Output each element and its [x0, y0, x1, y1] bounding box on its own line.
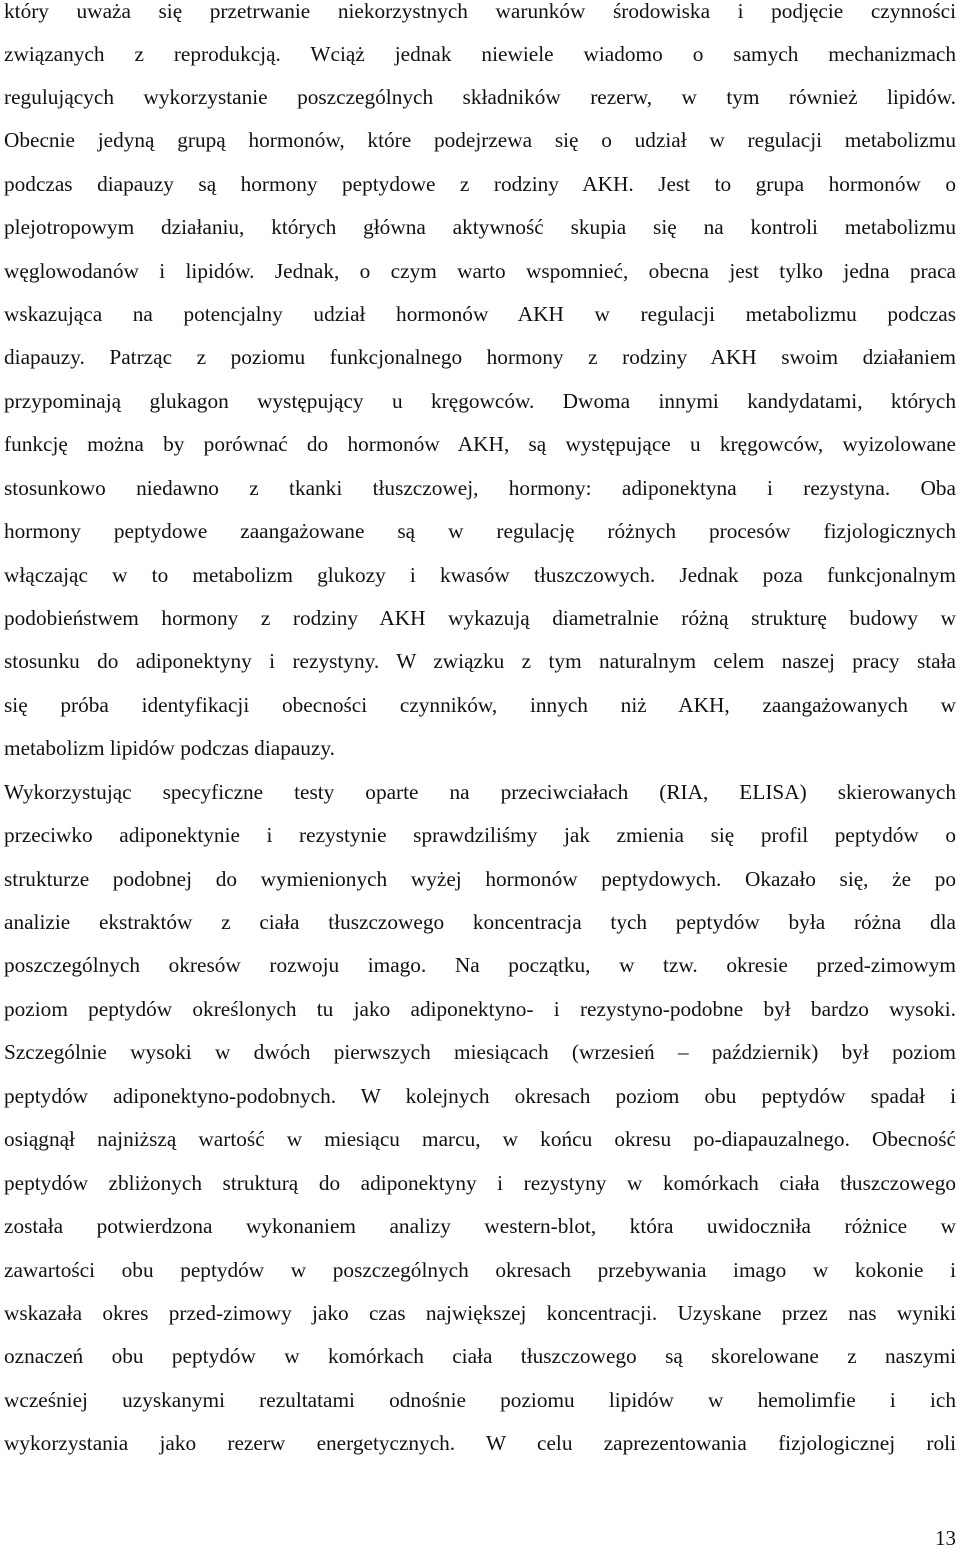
text-line: który uważa się przetrwanie niekorzystnych warunków środowiska i podjęcie czynności — [4, 0, 956, 23]
text-line: przeciwko adiponektynie i rezystynie sprawdziliśmy jak zmienia się profil peptydów o — [4, 823, 956, 847]
text-line: Wykorzystując specyficzne testy oparte na przeciwciałach (RIA, ELISA) skierowanych — [4, 780, 956, 804]
text-line: węglowodanów i lipidów. Jednak, o czym warto wspomnieć, obecna jest tylko jedna praca — [4, 259, 956, 283]
text-line: osiągnął najniższą wartość w miesiącu marcu, w końcu okresu po-diapauzalnego. Obecność — [4, 1127, 956, 1151]
text-line: peptydów adiponektyno-podobnych. W kolejnych okresach poziom obu peptydów spadał i — [4, 1084, 956, 1108]
text-line: analizie ekstraktów z ciała tłuszczowego koncentracja tych peptydów była różna dla — [4, 910, 956, 934]
text-line: funkcję można by porównać do hormonów AKH, są występujące u kręgowców, wyizolowane — [4, 432, 956, 456]
text-line: peptydów zbliżonych strukturą do adiponektyny i rezystyny w komórkach ciała tłuszczowego — [4, 1171, 956, 1195]
text-line: metabolizm lipidów podczas diapauzy. — [4, 736, 335, 760]
text-line: Szczególnie wysoki w dwóch pierwszych miesiącach (wrzesień – październik) był poziom — [4, 1040, 956, 1064]
text-line: strukturze podobnej do wymienionych wyżej hormonów peptydowych. Okazało się, że po — [4, 867, 956, 891]
text-line: stosunkowo niedawno z tkanki tłuszczowej, hormony: adiponektyna i rezystyna. Oba — [4, 476, 956, 500]
text-line: stosunku do adiponektyny i rezystyny. W związku z tym naturalnym celem naszej pracy stała — [4, 649, 956, 673]
text-line: wcześniej uzyskanymi rezultatami odnośnie poziomu lipidów w hemolimfie i ich — [4, 1388, 956, 1412]
text-line: poszczególnych okresów rozwoju imago. Na początku, w tzw. okresie przed-zimowym — [4, 953, 956, 977]
text-line: wskazała okres przed-zimowy jako czas największej koncentracji. Uzyskane przez nas wyniki — [4, 1301, 956, 1325]
text-line: przypominają glukagon występujący u kręgowców. Dwoma innymi kandydatami, których — [4, 389, 956, 413]
text-line: związanych z reprodukcją. Wciąż jednak niewiele wiadomo o samych mechanizmach — [4, 42, 956, 66]
text-line: włączając w to metabolizm glukozy i kwasów tłuszczowych. Jednak poza funkcjonalnym — [4, 563, 956, 587]
text-line: zawartości obu peptydów w poszczególnych okresach przebywania imago w kokonie i — [4, 1258, 956, 1282]
page-number: 13 — [935, 1526, 956, 1550]
text-line: Obecnie jedyną grupą hormonów, które podejrzewa się o udział w regulacji metabolizmu — [4, 128, 956, 152]
text-line: wykorzystania jako rezerw energetycznych. W celu zaprezentowania fizjologicznej roli — [4, 1431, 956, 1455]
text-line: się próba identyfikacji obecności czynników, innych niż AKH, zaangażowanych w — [4, 693, 956, 717]
text-line: wskazująca na potencjalny udział hormonów AKH w regulacji metabolizmu podczas — [4, 302, 956, 326]
text-line: poziom peptydów określonych tu jako adiponektyno- i rezystyno-podobne był bardzo wysoki. — [4, 997, 956, 1021]
text-line: plejotropowym działaniu, których główna aktywność skupia się na kontroli metabolizmu — [4, 215, 956, 239]
text-line: została potwierdzona wykonaniem analizy western-blot, która uwidoczniła różnice w — [4, 1214, 956, 1238]
text-line: podobieństwem hormony z rodziny AKH wykazują diametralnie różną strukturę budowy w — [4, 606, 956, 630]
text-line: oznaczeń obu peptydów w komórkach ciała tłuszczowego są skorelowane z naszymi — [4, 1344, 956, 1368]
text-line: podczas diapauzy są hormony peptydowe z rodziny AKH. Jest to grupa hormonów o — [4, 172, 956, 196]
text-line: hormony peptydowe zaangażowane są w regulację różnych procesów fizjologicznych — [4, 519, 956, 543]
text-line: diapauzy. Patrząc z poziomu funkcjonalnego hormony z rodziny AKH swoim działaniem — [4, 345, 956, 369]
text-line: regulujących wykorzystanie poszczególnych składników rezerw, w tym również lipidów. — [4, 85, 956, 109]
